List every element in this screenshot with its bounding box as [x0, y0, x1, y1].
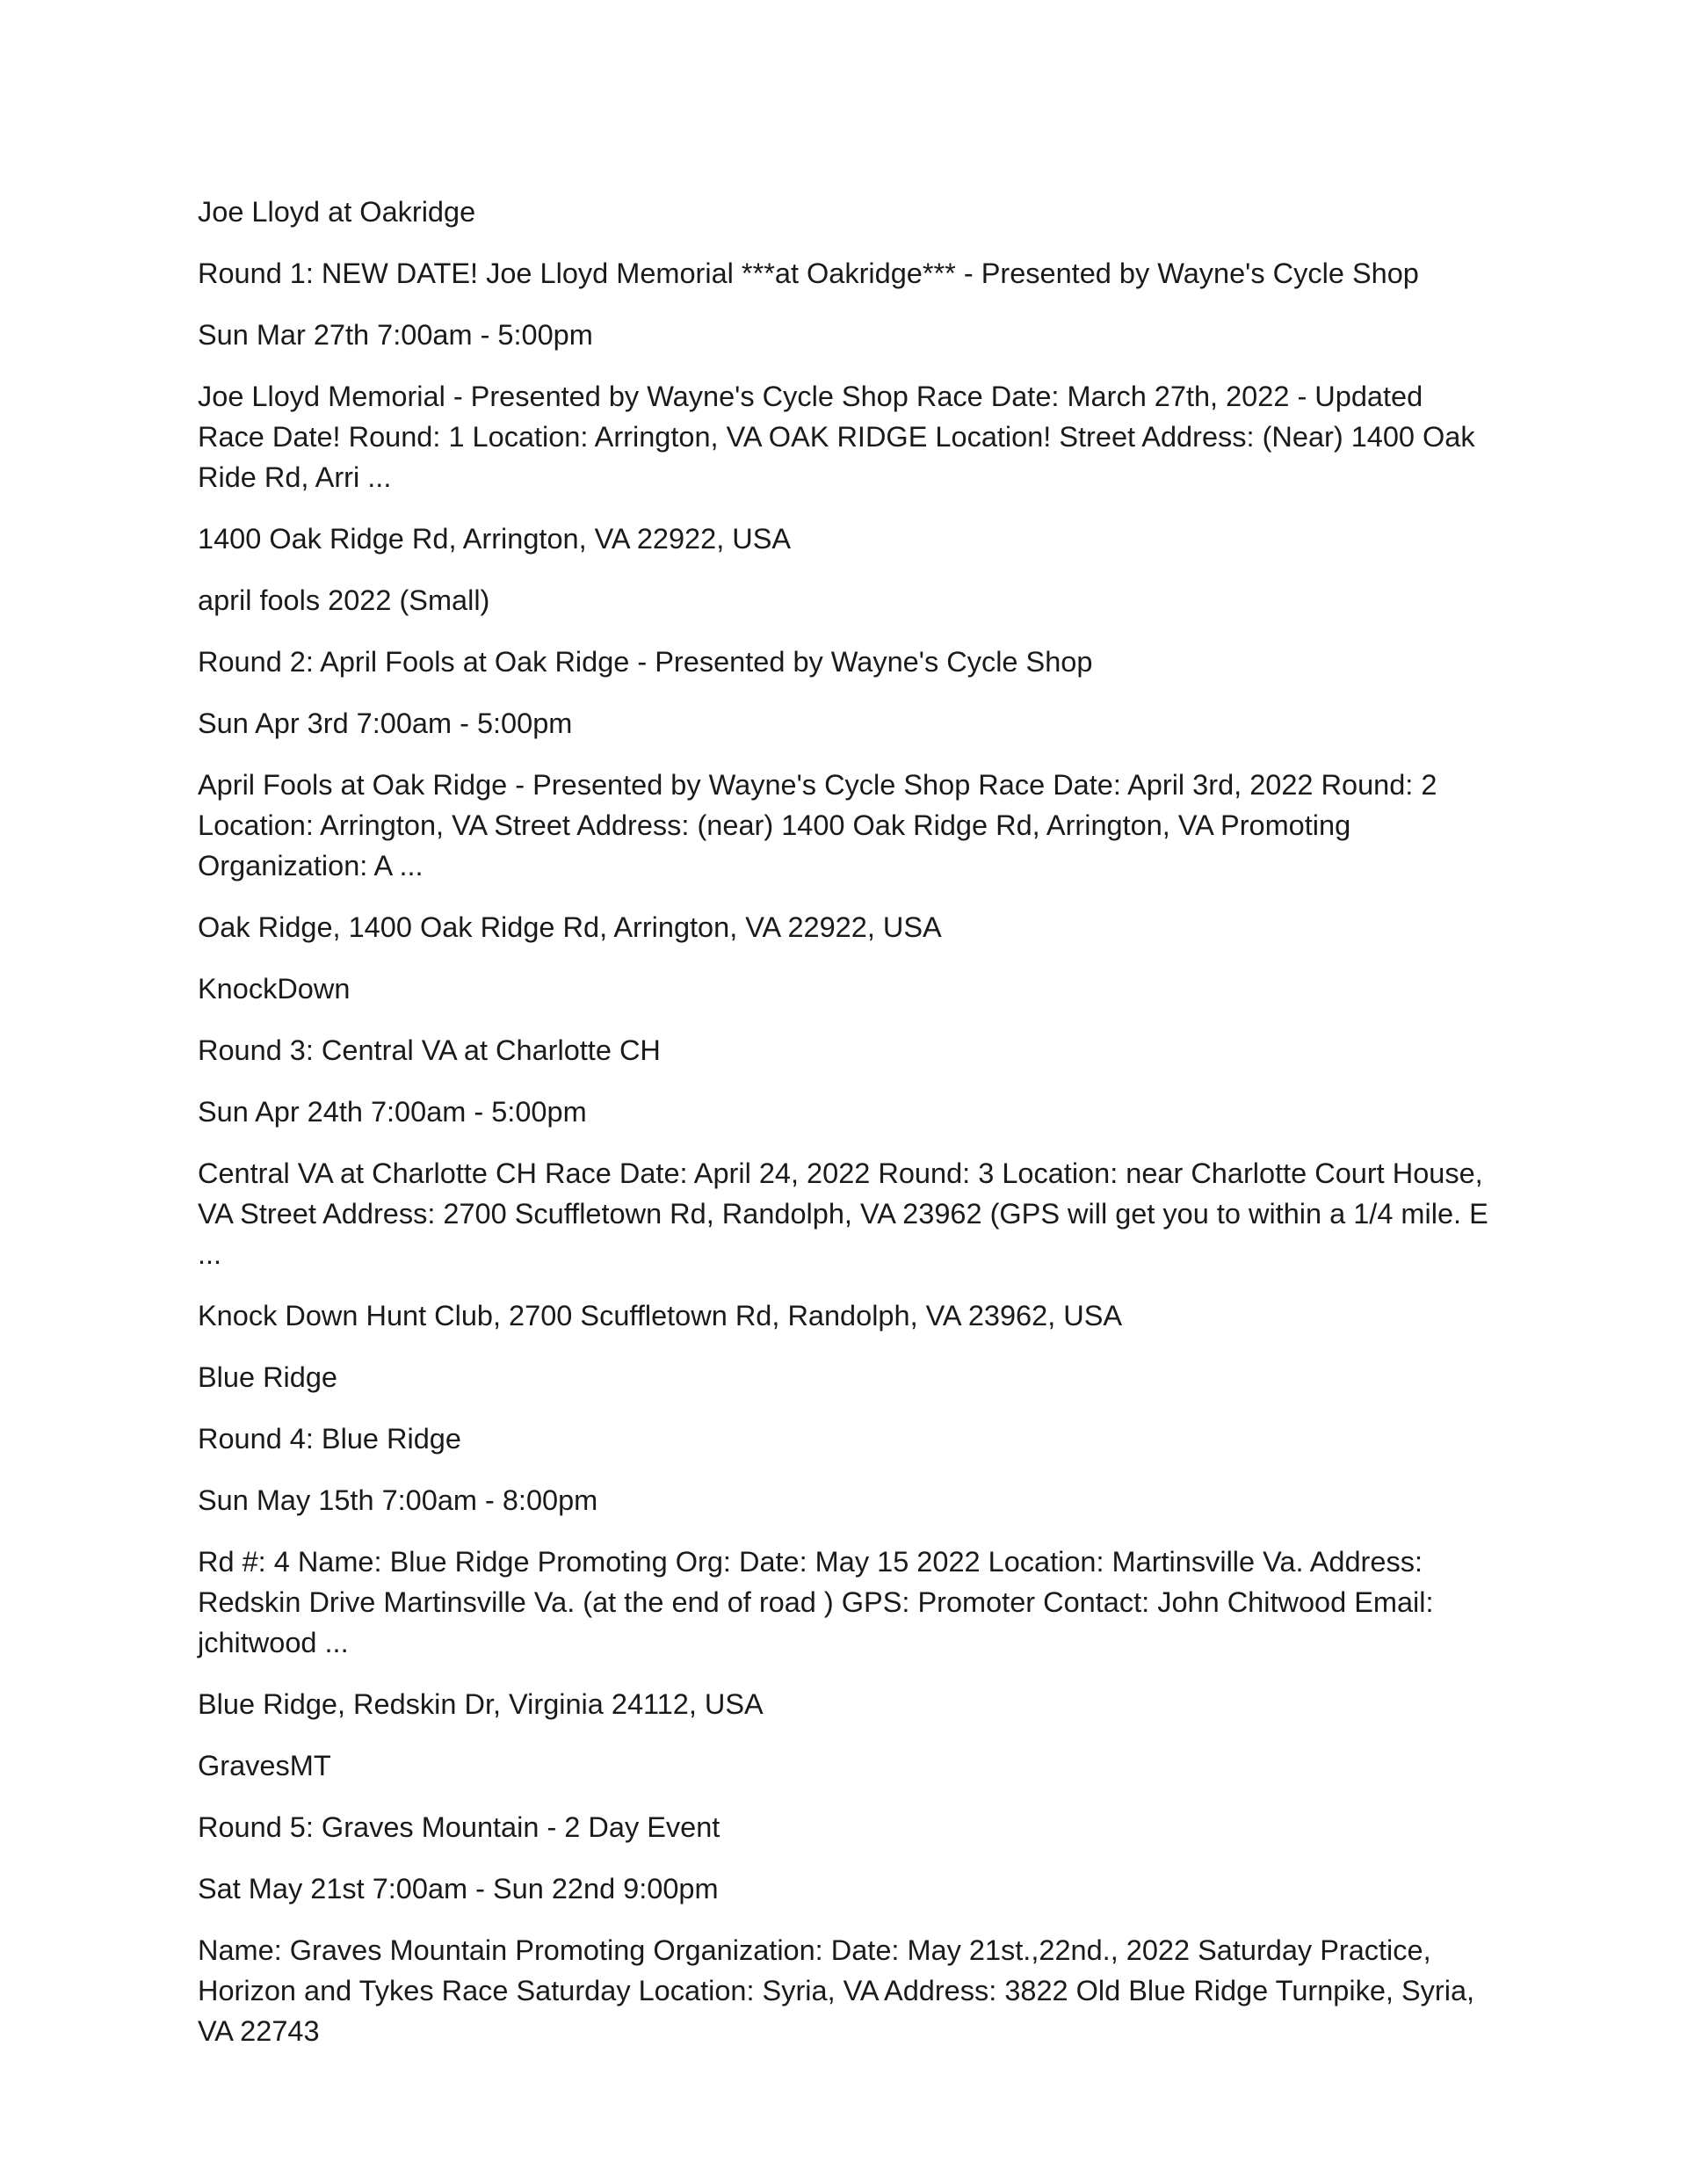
event-description: Central VA at Charlotte CH Race Date: April 24, 2022 Round: 3 Location: near Charlotte Court House, VA Street Address: 2700 Scuffletown Rd, Randolph, VA 23962 (GPS will get you to within a 1/4 mile. E ... — [198, 1157, 1488, 1270]
event-title[interactable]: Round 5: Graves Mountain - 2 Day Event — [198, 1811, 720, 1843]
event-description: Joe Lloyd Memorial - Presented by Wayne's Cycle Shop Race Date: March 27th, 2022 - Updated Race Date! Round: 1 Location: Arrington, VA OAK RIDGE Location! Street Address: (Near) 1400 Oak Ride Rd, Arri ... — [198, 381, 1475, 493]
event-time: Sun Apr 24th 7:00am - 5:00pm — [198, 1096, 587, 1128]
event-image-alt: Blue Ridge — [198, 1361, 337, 1393]
event-description: Name: Graves Mountain Promoting Organization: Date: May 21st.,22nd., 2022 Saturday Practice, Horizon and Tykes Race Saturday Location: Syria, VA Address: 3822 Old Blue Ridge Turnpike, Syria, VA 22743 — [198, 1934, 1475, 2047]
event-description: Rd #: 4 Name: Blue Ridge Promoting Org: Date: May 15 2022 Location: Martinsville Va. Address: Redskin Drive Martinsville Va. (at the end of road ) GPS: Promoter Contact: John Chitwood Email: jchitwood ... — [198, 1546, 1434, 1658]
event-address: Knock Down Hunt Club, 2700 Scuffletown Rd, Randolph, VA 23962, USA — [198, 1300, 1123, 1331]
event-title[interactable]: Round 4: Blue Ridge — [198, 1423, 461, 1455]
event-address: Blue Ridge, Redskin Dr, Virginia 24112, USA — [198, 1688, 764, 1720]
event-time: Sun Mar 27th 7:00am - 5:00pm — [198, 319, 593, 351]
event-list — [198, 192, 1489, 2072]
event-title[interactable]: Round 3: Central VA at Charlotte CH — [198, 1034, 661, 1066]
event-address: 1400 Oak Ridge Rd, Arrington, VA 22922, USA — [198, 523, 792, 555]
event-address: Oak Ridge, 1400 Oak Ridge Rd, Arrington, VA 22922, USA — [198, 911, 942, 943]
event-image-alt: Joe Lloyd at Oakridge — [198, 196, 476, 228]
event-time: Sat May 21st 7:00am - Sun 22nd 9:00pm — [198, 1873, 719, 1905]
event-image-alt: KnockDown — [198, 973, 351, 1005]
event-image-alt: april fools 2022 (Small) — [198, 584, 490, 616]
event-description: April Fools at Oak Ridge - Presented by Wayne's Cycle Shop Race Date: April 3rd, 2022 Round: 2 Location: Arrington, VA Street Address: (near) 1400 Oak Ridge Rd, Arrington, VA Promoting Organization: A ... — [198, 769, 1437, 882]
event-image-alt: GravesMT — [198, 1750, 331, 1781]
event-time: Sun May 15th 7:00am - 8:00pm — [198, 1484, 598, 1516]
event-title[interactable]: Round 2: April Fools at Oak Ridge - Presented by Wayne's Cycle Shop — [198, 646, 1093, 678]
event-time: Sun Apr 3rd 7:00am - 5:00pm — [198, 707, 573, 739]
event-title[interactable]: Round 1: NEW DATE! Joe Lloyd Memorial ***at Oakridge*** - Presented by Wayne's Cycle Shop — [198, 258, 1419, 289]
